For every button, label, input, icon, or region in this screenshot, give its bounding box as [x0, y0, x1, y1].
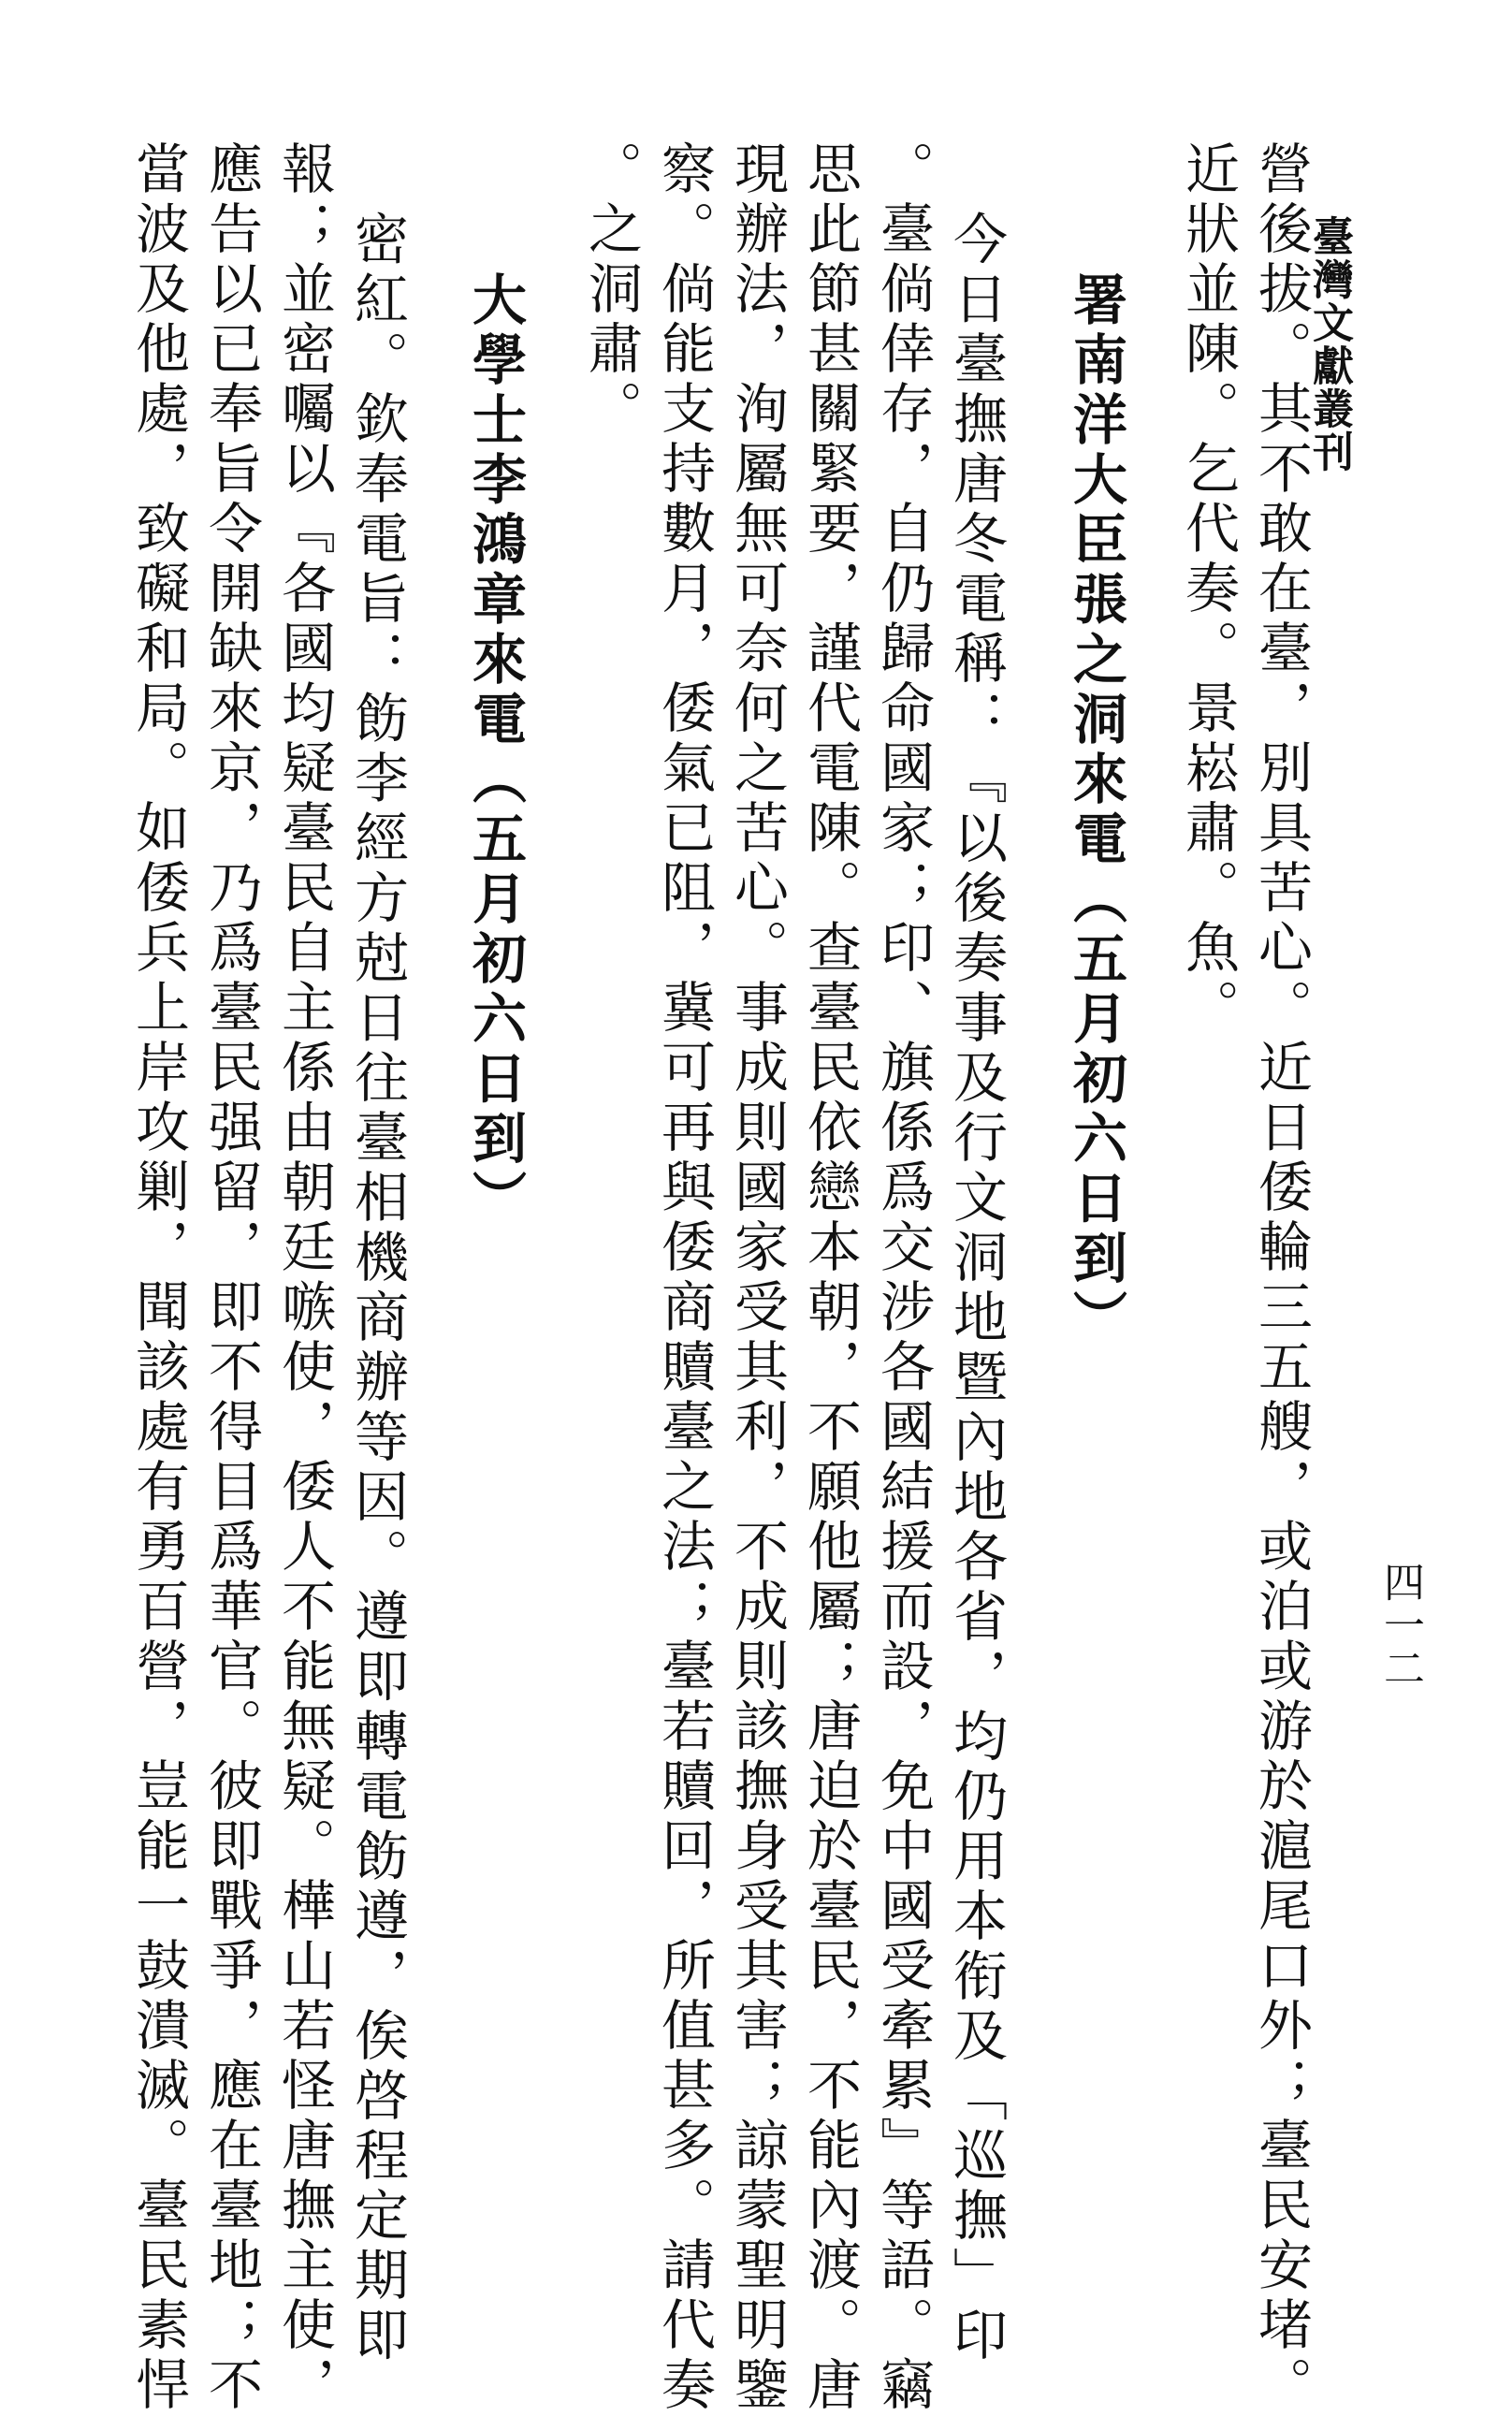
page-number: 四一二	[1376, 1561, 1424, 1690]
running-title: 臺灣文獻叢刊	[1305, 215, 1353, 473]
section-heading-li-hongzhang: 大學士李鴻章來電（五月初六日到）	[463, 271, 527, 1230]
text-column-8: 察。倘能支持數月，倭氣已阻，冀可再與倭商贖臺之法；臺若贖回，所值甚多。請代奏	[652, 140, 716, 2416]
text-column-6: 思此節甚關緊要，謹代電陳。查臺民依戀本朝，不願他屬；唐迫於臺民，不能內渡。唐	[798, 140, 862, 2416]
text-column-1: 營後拔。其不敢在臺，別具苦心。近日倭輪三五艘，或泊或游於滬尾口外；臺民安堵。	[1249, 140, 1313, 2416]
text-column-2: 近狀並陳。乞代奏。景崧肅。魚。	[1176, 140, 1240, 1039]
text-column-4: 今日臺撫唐冬電稱：『以後奏事及行文洞地暨內地各省，均仍用本衔及「巡撫」印	[944, 211, 1008, 2366]
text-column-5: 。臺倘倖存，自仍歸命國家；印、旗係爲交涉各國結援而設，免中國受牽累』等語。竊	[871, 140, 935, 2416]
text-column-13: 應告以已奉旨令開缺來京，乃爲臺民强留，即不得目爲華官。彼即戰爭，應在臺地；不	[199, 140, 263, 2416]
text-column-12: 報；並密囑以『各國均疑臺民自主係由朝廷嗾使，倭人不能無疑。樺山若怪唐撫主使，	[272, 140, 336, 2416]
section-heading-zhang-zhidong: 署南洋大臣張之洞來電（五月初六日到）	[1064, 271, 1127, 1349]
text-column-14: 當波及他處，致礙和局。如倭兵上岸攻剿，聞該處有勇百營，豈能一鼓潰滅。臺民素悍	[126, 140, 190, 2416]
text-column-11: 密紅。欽奉電旨：飭李經方尅日往臺相機商辦等因。遵即轉電飭遵，俟啓程定期即	[345, 211, 409, 2366]
text-column-9: 。之洞肅。	[579, 140, 643, 440]
text-column-7: 現辦法，洵屬無可奈何之苦心。事成則國家受其利，不成則該撫身受其害；諒蒙聖明鑒	[725, 140, 789, 2416]
